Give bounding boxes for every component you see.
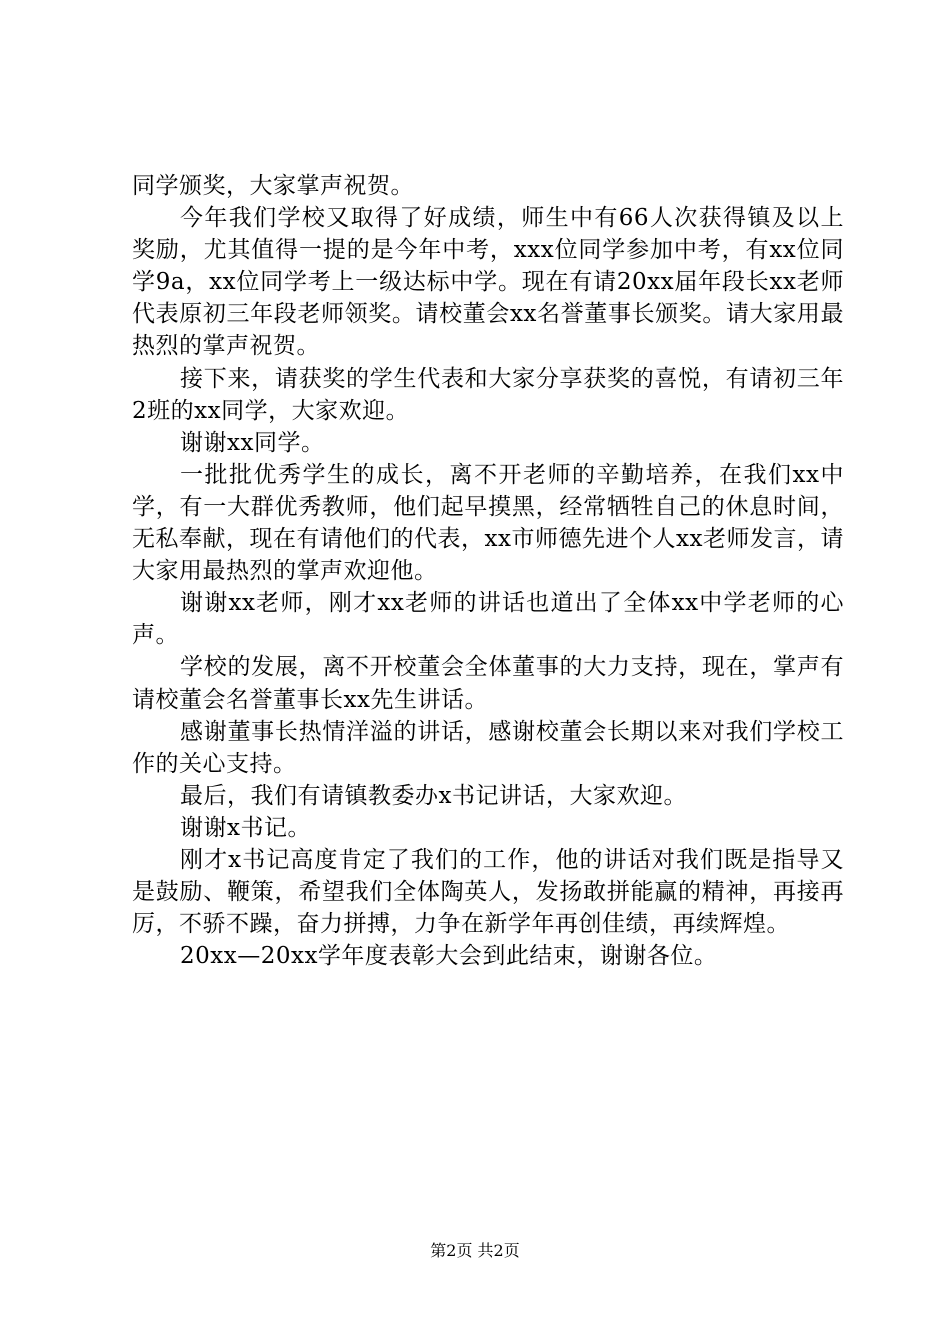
paragraph: 感谢董事长热情洋溢的讲话，感谢校董会长期以来对我们学校工作的关心支持。 — [132, 718, 844, 777]
paragraph: 学校的发展，离不开校董会全体董事的大力支持，现在，掌声有请校董会名誉董事长xx先生讲话。 — [132, 654, 844, 713]
paragraph: 接下来，请获奖的学生代表和大家分享获奖的喜悦，有请初三年2班的xx同学，大家欢迎。 — [132, 365, 844, 424]
paragraph: 同学颁奖，大家掌声祝贺。 — [132, 173, 414, 199]
paragraph: 20xx—20xx学年度表彰大会到此结束，谢谢各位。 — [180, 943, 718, 970]
page-footer — [0, 1240, 950, 1262]
paragraph: 谢谢xx老师，刚才xx老师的讲话也道出了全体xx中学老师的心声。 — [132, 590, 844, 649]
paragraph: 一批批优秀学生的成长，离不开老师的辛勤培养，在我们xx中学，有一大群优秀教师，他们起早摸黑，经常牺牲自己的休息时间，无私奉献，现在有请他们的代表，xx市师德先进个人xx老师发言，请大家用最热烈的掌声欢迎他。 — [132, 461, 844, 585]
page-number: 第2页 共2页 — [430, 1241, 520, 1260]
document-body — [132, 170, 844, 972]
paragraph: 今年我们学校又取得了好成绩，师生中有66人次获得镇及以上奖励，尤其值得一提的是今年中考，xxx位同学参加中考，有xx位同学9a，xx位同学考上一级达标中学。现在有请20xx届年段长xx老师代表原初三年段老师领奖。请校董会xx名誉董事长颁奖。请大家用最热烈的掌声祝贺。 — [132, 205, 844, 360]
paragraph: 谢谢xx同学。 — [180, 429, 325, 456]
paragraph: 最后，我们有请镇教委办x书记讲话，大家欢迎。 — [180, 782, 687, 809]
paragraph: 刚才x书记高度肯定了我们的工作，他的讲话对我们既是指导又是鼓励、鞭策，希望我们全体陶英人，发扬敢拼能赢的精神，再接再厉，不骄不躁，奋力拼搏，力争在新学年再创佳绩，再续辉煌。 — [132, 846, 844, 938]
paragraph: 谢谢x书记。 — [180, 814, 311, 841]
